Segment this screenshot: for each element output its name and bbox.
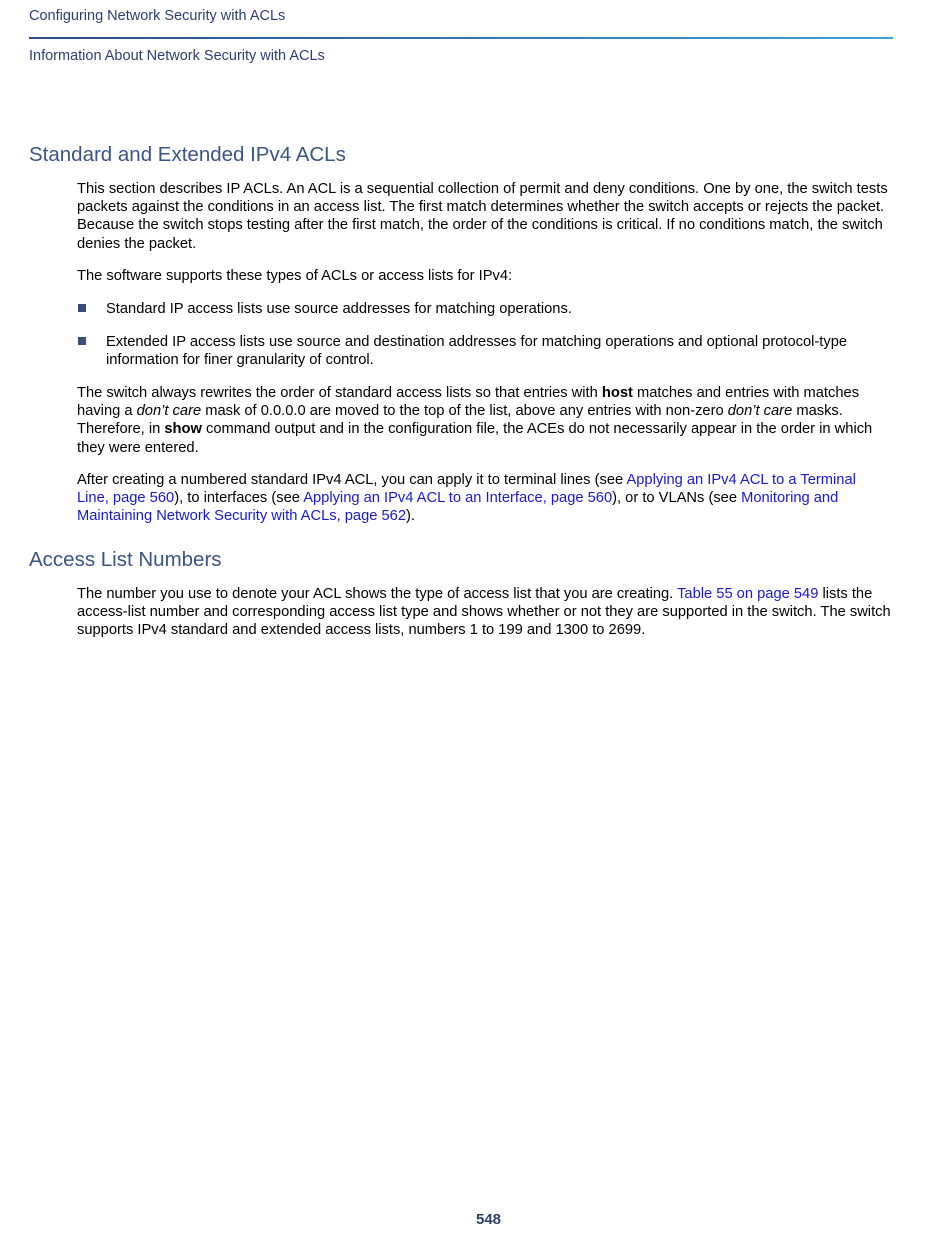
header-divider [29, 37, 893, 39]
text-run: After creating a numbered standard IPv4 ACL, you can apply it to terminal lines (see [77, 472, 627, 488]
bold-term-show: show [164, 421, 202, 438]
section-title-access-list-numbers: Access List Numbers [29, 548, 222, 571]
link-table-55[interactable]: Table 55 on page 549 [677, 586, 819, 602]
text-run: lists the access-list number and corresponding access list type and shows whether or not they are supported in the switch. The switch supports IPv4 standard and extended access lists, numbers 1 to 199 and 1300 to 2699. [77, 586, 891, 639]
text-run: ). [406, 508, 415, 525]
link-monitoring-maintaining-acls[interactable]: Monitoring and Maintaining Network Security with ACLs, page 562 [77, 490, 839, 525]
section-title-standard-extended-acls: Standard and Extended IPv4 ACLs [29, 143, 346, 166]
paragraph-acl-types-intro: The software supports these types of ACLs or access lists for IPv4: [77, 268, 513, 284]
link-apply-acl-terminal-line[interactable]: Applying an IPv4 ACL to a Terminal Line, page 560 [77, 472, 856, 507]
running-header-chapter: Configuring Network Security with ACLs [29, 8, 286, 24]
text-run: ), or to VLANs (see [612, 490, 742, 507]
link-apply-acl-interface[interactable]: Applying an IPv4 ACL to an Interface, page 560 [303, 490, 613, 507]
italic-term-dont-care: don’t care [136, 403, 202, 420]
text-run: ), to interfaces (see [174, 490, 304, 507]
paragraph-acl-intro: This section describes IP ACLs. An ACL is a sequential collection of permit and deny conditions. One by one, the switch tests packets against the conditions in an access list. The first match determines whether the switch accepts or rejects the packet. Because the switch stops testing after the first match, the order of the conditions is critical. If no conditions match, the switch denies the packet. [77, 181, 888, 252]
italic-term-dont-care: don’t care [727, 403, 793, 420]
paragraph-rewrite-order [77, 384, 891, 457]
running-header-section: Information About Network Security with ACLs [29, 48, 325, 64]
page-number: 548 [475, 1211, 502, 1228]
text-run: command output and in the configuration file, the ACEs do not necessarily appear in the order in which they were entered. [77, 421, 873, 456]
text-run: mask of 0.0.0.0 are moved to the top of the list, above any entries with non-zero [201, 403, 728, 420]
text-run: The number you use to denote your ACL shows the type of access list that you are creating. [77, 586, 678, 602]
bold-term-host: host [601, 385, 633, 401]
text-run: matches and entries with matches having a [77, 385, 860, 420]
paragraph-apply-acl [77, 471, 891, 526]
text-run: masks. Therefore, in [77, 403, 843, 438]
paragraph-access-list-numbers [77, 585, 891, 640]
text-run: The switch always rewrites the order of standard access lists so that entries with [77, 385, 602, 401]
bullet-item-standard-ip: Standard IP access lists use source addresses for matching operations. [106, 301, 572, 317]
bullet-item-extended-ip: Extended IP access lists use source and destination addresses for matching operations and optional protocol-type information for finer granularity of control. [106, 334, 848, 369]
bullet-marker [78, 304, 86, 312]
bullet-marker [78, 337, 86, 345]
